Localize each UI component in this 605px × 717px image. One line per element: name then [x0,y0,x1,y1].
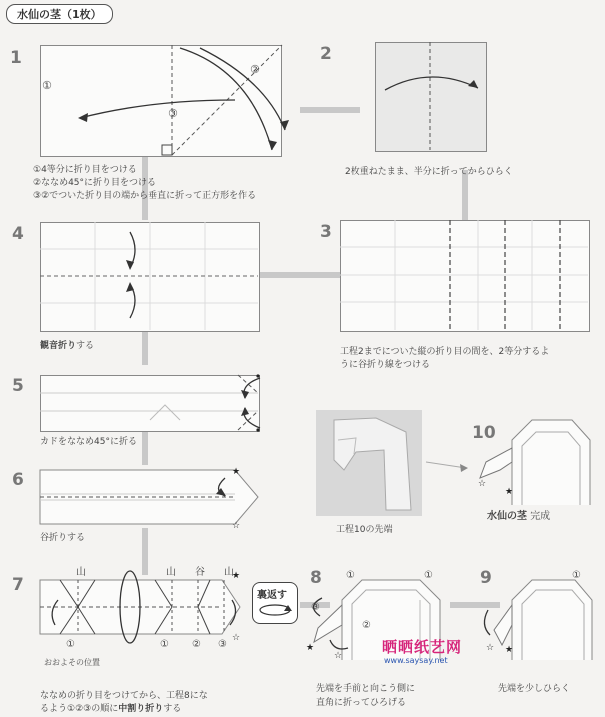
step-9-caption: 先端を少しひらく [498,684,571,694]
step-4-caption-bold: 観音折り [40,341,77,351]
step-3-caption-2: うに谷折り線をつける [340,360,431,370]
step-8-caption-1: 先端を手前と向こう側に [316,684,416,694]
step-10-name [487,511,550,523]
step-1-mark-2: ② [250,63,260,76]
step-10-done: 完成 [530,511,551,522]
step-8-caption-2: 直角に折ってひろげる [316,698,407,708]
step-7-number: 7 [12,575,24,595]
step-1-caption-1: ①4等分に折り目をつける [33,165,137,175]
step-1-number: 1 [10,48,22,68]
photo-caption: 工程10の先端 [336,525,393,535]
step-7-caption-1: ななめの折り目をつけてから、工程8にな [40,691,208,701]
step-8-mark-1a: ① [346,570,355,581]
step-5-number: 5 [12,376,24,396]
step-6-number: 6 [12,470,24,490]
step-7-caption-2c: する [163,704,182,714]
step-8-mark-3: ③ [311,602,320,613]
step-1-mark-1: ① [42,79,52,92]
step-7-caption-2-bold: 中割り折り [118,704,164,714]
flip-over-label: 裏返す [257,590,287,601]
step-1-mark-3: ③ [168,107,178,120]
step-6-caption: 谷折りする [40,533,86,543]
step-9-number: 9 [480,568,492,588]
watermark-url: www.saysay.net [384,656,448,665]
step-3-caption-1: 工程2までについた縦の折り目の間を、2等分するよ [340,347,550,357]
svg-text:★: ★ [505,645,514,655]
svg-text:☆: ☆ [478,479,487,489]
step-7-mark-3: ③ [218,639,227,650]
step-7-mark-1a: ① [66,639,75,650]
svg-text:★: ★ [232,467,241,477]
step-4-number: 4 [12,224,24,244]
step-7-label-mountain-2: 山 [166,567,176,578]
step-1-caption-2: ②ななめ45°に折り目をつける [33,178,157,188]
step-8-mark-2: ② [362,620,371,631]
step-7-label-mountain-1: 山 [76,567,86,578]
step-7-mark-2: ② [192,639,201,650]
step-10-name-bold: 水仙の茎 [487,511,527,522]
step-7-sub: おおよその位置 [44,658,100,667]
svg-text:★: ★ [505,487,514,497]
step-3-number: 3 [320,222,332,242]
page-title: 水仙の茎（1枚） [6,4,113,24]
step-7-label-valley: 谷 [195,567,205,578]
step-7-mark-1b: ① [160,639,169,650]
step-8-number: 8 [310,568,322,588]
svg-text:☆: ☆ [334,651,343,661]
step-9-mark-1: ① [572,570,581,581]
svg-text:☆: ☆ [486,643,495,653]
svg-text:☆: ☆ [232,633,241,643]
svg-text:☆: ☆ [232,521,241,531]
step-2-caption: 2枚重ねたまま、半分に折ってからひらく [345,167,513,177]
svg-text:★: ★ [306,643,315,653]
step-5-caption: カドをななめ45°に折る [40,437,137,447]
step-7-label-mountain-3: 山 [224,567,234,578]
step-8-mark-1b: ① [424,570,433,581]
svg-text:★: ★ [232,571,241,581]
step-4-caption-rest: する [76,341,95,351]
step-10-number: 10 [472,423,496,443]
watermark-text: 晒晒纸艺网 [382,638,463,656]
step-2-number: 2 [320,44,332,64]
step-1-caption-3: ③②でついた折り目の端から垂直に折って正方形を作る [33,191,257,201]
step-7-caption-2a: るよう①②③の順に [40,704,119,714]
